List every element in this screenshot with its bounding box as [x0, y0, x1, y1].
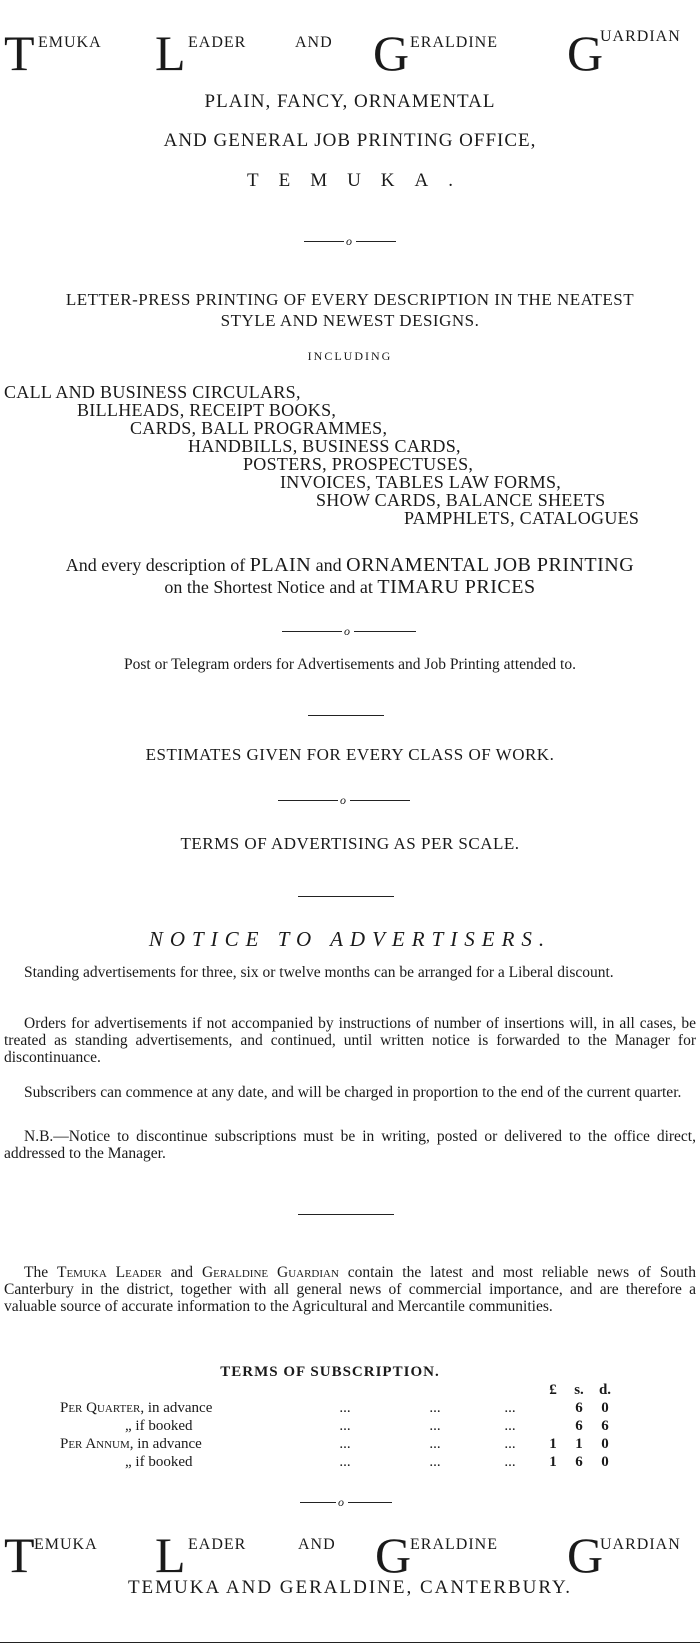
pence-value: 6 — [601, 1418, 609, 1434]
pounds-value: 1 — [549, 1436, 557, 1452]
masthead-initial-g1: G — [373, 25, 410, 81]
subscription-header-row — [60, 1381, 618, 1399]
subscription-condition: „ if booked — [125, 1418, 193, 1434]
post-orders-line: Post or Telegram orders for Advertisements and Job Printing attended to. — [124, 656, 576, 673]
divider-rule — [300, 1502, 336, 1503]
notice-paragraph-4: N.B.—Notice to discontinue subscriptions must be in writing, posted or delivered to the office direct, addressed to the Manager. — [4, 1128, 696, 1162]
leader-dots: ... — [339, 1436, 351, 1452]
shillings-value: 6 — [575, 1418, 583, 1434]
bottom-border-rule — [0, 1642, 700, 1643]
leader-dots: ... — [504, 1418, 516, 1434]
subscription-condition: „ if booked — [125, 1454, 193, 1470]
ornamental-text: ORNAMENTAL JOB PRINTING — [346, 554, 635, 576]
subscription-period: Per Quarter, — [60, 1400, 145, 1416]
divider-rule — [282, 631, 342, 632]
masthead-word-leader: EADER — [188, 34, 247, 51]
service-item: PAMPHLETS, CATALOGUES — [404, 508, 640, 528]
masthead-top — [0, 20, 700, 80]
service-item: CARDS, BALL PROGRAMMES, — [130, 418, 388, 438]
header-shillings: s. — [574, 1382, 584, 1398]
masthead-word-guardian: UARDIAN — [600, 28, 681, 45]
divider-mark: o — [346, 234, 352, 248]
promo-paragraph — [4, 1264, 696, 1315]
leader-dots: ... — [429, 1454, 441, 1470]
leader-dots: ... — [504, 1436, 516, 1452]
every-description-and: and — [311, 555, 347, 575]
header-pounds: £ — [549, 1382, 557, 1398]
pence-value: 0 — [601, 1454, 609, 1470]
shillings-value: 6 — [575, 1400, 583, 1416]
shillings-value: 6 — [575, 1454, 583, 1470]
divider-rule — [308, 715, 384, 716]
service-item: BILLHEADS, RECEIPT BOOKS, — [77, 400, 337, 420]
service-item: POSTERS, PROSPECTUSES, — [243, 454, 474, 474]
masthead-initial-g2: G — [567, 25, 604, 81]
masthead-word-geraldine: ERALDINE — [410, 1536, 498, 1553]
leader-dots: ... — [339, 1418, 351, 1434]
leader-dots: ... — [429, 1418, 441, 1434]
footer-address: TEMUKA AND GERALDINE, CANTERBURY. — [127, 1577, 573, 1598]
office-line-1: PLAIN, FANCY, ORNAMENTAL — [204, 91, 496, 112]
pounds-value — [540, 1399, 566, 1417]
divider-rule — [304, 241, 344, 242]
masthead-bottom — [0, 1520, 700, 1583]
divider-rule — [298, 896, 394, 897]
pence-value: 0 — [601, 1436, 609, 1452]
promo-paper-geraldine-guardian: Geraldine Guardian — [201, 1264, 339, 1281]
divider-mark: o — [344, 624, 350, 638]
divider-rule — [350, 800, 410, 801]
divider-rule — [298, 1214, 394, 1215]
office-line-temuka: TEMUKA. — [246, 170, 474, 191]
service-item: HANDBILLS, BUSINESS CARDS, — [188, 436, 461, 456]
masthead-initial-t: T — [4, 25, 35, 81]
shortest-notice-text: on the Shortest Notice and at — [164, 577, 378, 597]
masthead-word-guardian: UARDIAN — [600, 1536, 681, 1553]
every-description-text: And every description of — [65, 555, 250, 575]
pounds-value — [540, 1417, 566, 1435]
subscription-title: TERMS OF SUBSCRIPTION. — [220, 1364, 440, 1380]
masthead-word-geraldine: ERALDINE — [410, 34, 498, 51]
promo-the: The — [24, 1264, 57, 1281]
divider-rule — [354, 631, 416, 632]
masthead-word-leader: EADER — [188, 1536, 247, 1553]
letterpress-line-1: LETTER-PRESS PRINTING OF EVERY DESCRIPTION IN THE NEATEST — [65, 290, 635, 309]
masthead-word-temuka: EMUKA — [38, 34, 102, 51]
divider-rule — [356, 241, 396, 242]
notice-paragraph-2: Orders for advertisements if not accompanied by instructions of number of insertions will, in all cases, be treated as standing advertisements, and continued, until written notice is forwarded to the Manager for discontinuance. — [4, 1015, 696, 1066]
subscription-row-label — [60, 1399, 300, 1417]
leader-dots: ... — [339, 1400, 351, 1416]
notice-paragraph-3: Subscribers can commence at any date, and will be charged in proportion to the end of the current quarter. — [24, 1084, 682, 1101]
subscription-condition: in advance — [144, 1400, 213, 1416]
terms-advertising-line: TERMS OF ADVERTISING AS PER SCALE. — [180, 834, 520, 853]
masthead-initial-l: L — [155, 1527, 186, 1583]
notice-paragraph-1: Standing advertisements for three, six or twelve months can be arranged for a Liberal discount. — [24, 964, 614, 981]
leader-dots: ... — [429, 1400, 441, 1416]
shillings-value: 1 — [575, 1436, 583, 1452]
leader-dots: ... — [429, 1436, 441, 1452]
plain-text: PLAIN — [249, 554, 312, 576]
leader-dots: ... — [504, 1454, 516, 1470]
timaru-prices-text: TIMARU PRICES — [377, 576, 536, 598]
subscription-row-label — [60, 1417, 300, 1435]
divider-mark: o — [340, 793, 346, 807]
promo-rest: contain the latest and most reliable news of South Canterbury in the district, together with all general news of commercial importance, and are therefore a valuable source of accurate information to the Agricultural and Mercantile communities. — [4, 1264, 696, 1315]
masthead-initial-t: T — [4, 1527, 35, 1583]
masthead-initial-l: L — [155, 25, 186, 81]
subscription-condition: in advance — [133, 1436, 202, 1452]
masthead-initial-g2: G — [567, 1527, 604, 1583]
subscription-row — [60, 1399, 618, 1417]
subscription-row-label — [60, 1435, 300, 1453]
subscription-period: Per Annum, — [60, 1436, 134, 1452]
subscription-row — [60, 1435, 618, 1453]
including-label: INCLUDING — [307, 349, 393, 363]
masthead-word-and: AND — [295, 34, 333, 51]
service-item: INVOICES, TABLES LAW FORMS, — [280, 472, 562, 492]
subscription-table — [60, 1381, 618, 1471]
masthead-word-and: AND — [298, 1536, 336, 1553]
divider-rule — [278, 800, 338, 801]
masthead-word-temuka: EMUKA — [34, 1536, 98, 1553]
header-pence: d. — [598, 1382, 612, 1398]
estimates-line: ESTIMATES GIVEN FOR EVERY CLASS OF WORK. — [145, 745, 555, 764]
every-description-line-1 — [0, 555, 700, 576]
subscription-row-label — [60, 1453, 300, 1471]
office-line-2: AND GENERAL JOB PRINTING OFFICE, — [163, 130, 537, 151]
promo-paper-temuka-leader: Temuka Leader — [56, 1264, 162, 1281]
subscription-row — [60, 1453, 618, 1471]
service-item: SHOW CARDS, BALANCE SHEETS — [316, 490, 606, 510]
service-item: CALL AND BUSINESS CIRCULARS, — [4, 382, 301, 402]
leader-dots: ... — [504, 1400, 516, 1416]
subscription-row — [60, 1417, 618, 1435]
leader-dots: ... — [339, 1454, 351, 1470]
pounds-value: 1 — [549, 1454, 557, 1470]
letterpress-line-2: STYLE AND NEWEST DESIGNS. — [220, 311, 480, 330]
divider-mark: o — [338, 1495, 344, 1509]
notice-title: NOTICE TO ADVERTISERS. — [148, 927, 552, 951]
promo-and: and — [161, 1264, 202, 1281]
pence-value: 0 — [601, 1400, 609, 1416]
divider-rule — [348, 1502, 392, 1503]
masthead-initial-g1: G — [375, 1527, 412, 1583]
every-description-line-2 — [0, 577, 700, 598]
